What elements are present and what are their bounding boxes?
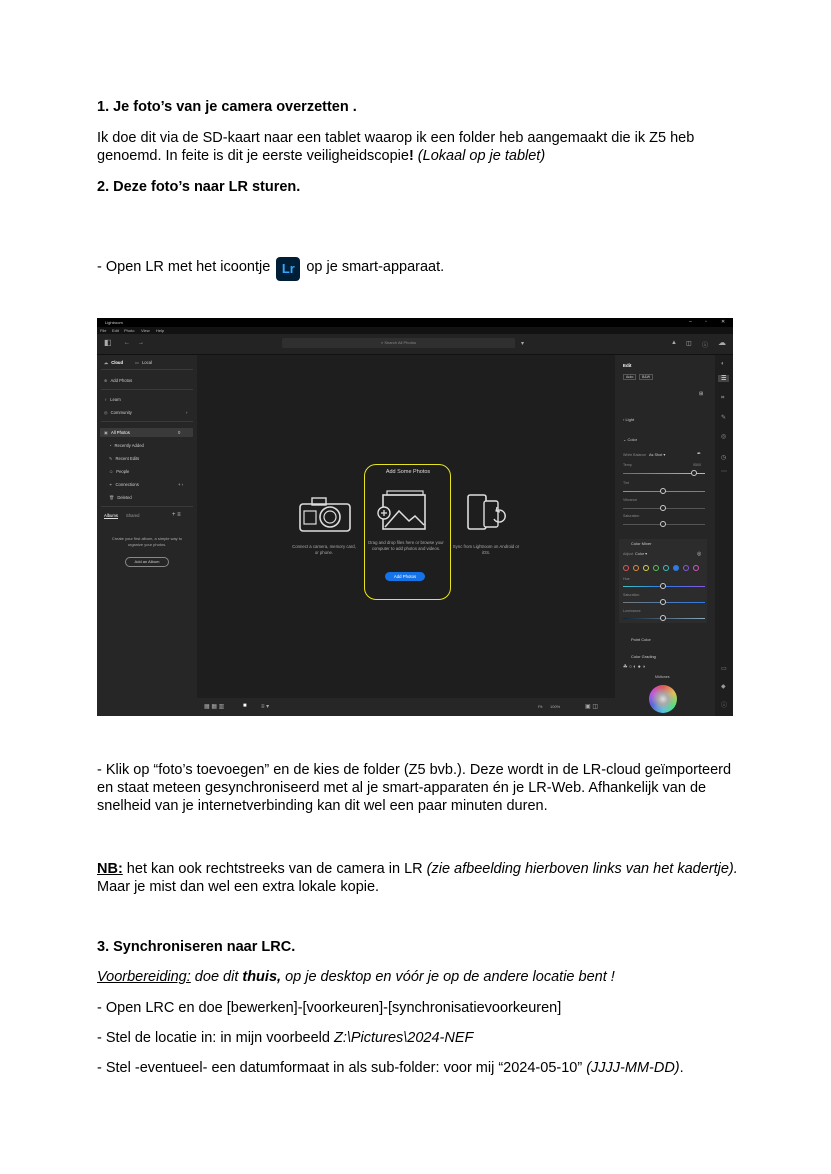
app-title: Lightroom (105, 320, 123, 325)
close-icon[interactable]: ✕ (721, 319, 726, 325)
heading-2: 2. Deze foto’s naar LR sturen. (97, 179, 301, 195)
tint-label: Tint (623, 481, 629, 485)
temp-value: 5500 (693, 463, 701, 467)
mixer-blue[interactable] (673, 565, 679, 571)
menu-bar (97, 327, 733, 334)
all-photos-item[interactable] (104, 430, 130, 435)
sync-caption: Sync from Lightroom on Android or iOS. (452, 544, 520, 555)
tab-cloud-label: Cloud (111, 360, 124, 365)
crop-icon[interactable]: ⌗ (721, 395, 725, 401)
add-album-button[interactable]: Add an Album (125, 557, 169, 567)
chevron-right-icon: › (186, 410, 188, 415)
search-placeholder: Search All Photos (384, 340, 416, 345)
adjust-label: Adjust (623, 552, 633, 556)
all-photos-count: 0 (178, 430, 181, 435)
all-photos-label: All Photos (110, 430, 130, 435)
vibrance-label: Vibrance (623, 498, 638, 502)
mixer-aqua[interactable] (663, 565, 669, 571)
tab-local-label: Local (141, 360, 152, 365)
point-color-section[interactable]: Point Color (631, 637, 651, 642)
luminance-label: Luminance (623, 609, 641, 613)
menu-edit[interactable]: Edit (112, 328, 119, 333)
recently-added-label: Recently Added (114, 443, 144, 448)
light-label: Light (625, 417, 635, 422)
menu-view[interactable]: View (141, 328, 150, 333)
saturation-label: Saturation (623, 514, 640, 518)
vibrance-knob[interactable] (660, 505, 666, 511)
auto-button[interactable]: Auto (623, 374, 636, 380)
camera-caption: Connect a camera, memory card, or phone. (292, 544, 356, 555)
plus-icon: ⊕ (104, 378, 108, 383)
fit-label[interactable]: Fit (538, 704, 543, 709)
white-balance-select[interactable]: As Shot ▾ (649, 453, 666, 457)
add-album-icon[interactable]: + ≡ (172, 512, 181, 518)
bottom-bar (197, 698, 615, 716)
bell-icon[interactable]: ▲ (671, 340, 677, 346)
nb-label: NB: (97, 861, 123, 877)
lightroom-icon: Lr (276, 257, 300, 281)
photos-stack-icon (377, 489, 429, 531)
voorbereiding-emphasis: thuis, (242, 969, 282, 985)
search-input[interactable] (282, 338, 515, 348)
phone-sync-icon (466, 493, 510, 533)
temp-knob[interactable] (691, 470, 697, 476)
hue-knob[interactable] (660, 583, 666, 589)
presets-icon[interactable]: ⊞ (699, 391, 704, 397)
target-icon[interactable]: ◎ (697, 551, 702, 557)
person-icon: ☺ (109, 469, 114, 474)
nb-note: (zie afbeelding hierboven links van het kadertje). (426, 861, 738, 877)
divider (101, 369, 193, 370)
edit-title: Edit (623, 363, 632, 368)
white-balance-value: As Shot (649, 453, 663, 457)
add-connection-icon[interactable]: + › (178, 482, 184, 487)
deleted-item[interactable] (109, 495, 132, 501)
paragraph-note: (Lokaal op je tablet) (413, 148, 546, 164)
link-icon: ⚭ (109, 482, 113, 487)
tab-albums[interactable]: Albums (104, 513, 118, 518)
drag-drop-caption: Drag and drop files here or browse your computer to add photos and videos. (368, 540, 444, 551)
learn-item[interactable] (104, 397, 121, 402)
right-rail (715, 355, 733, 716)
bullet-datumformaat (97, 1059, 747, 1077)
nb-text: het kan ook rechtstreeks van de camera in LR (122, 861, 427, 877)
camera-icon (298, 495, 352, 533)
color-wheel[interactable] (649, 685, 677, 713)
bullet-locatie (97, 1029, 747, 1047)
mixer-purple[interactable] (683, 565, 689, 571)
bullet-open-lrc: - Open LRC en doe [bewerken]-[voorkeuren]-[synchronisatievoorkeuren] (97, 1000, 562, 1016)
community-item[interactable] (104, 410, 132, 415)
white-balance-label: White Balance (623, 453, 647, 457)
lightroom-screenshot (97, 318, 733, 716)
connections-label: Connections (115, 482, 139, 487)
edit-panel (615, 355, 715, 716)
divider (101, 506, 193, 507)
datumformaat-end: . (679, 1060, 684, 1076)
mask-icon[interactable]: ◎ (721, 434, 727, 440)
eyedropper-icon[interactable]: ✒ (697, 451, 702, 457)
heading-3: 3. Synchroniseren naar LRC. (97, 939, 296, 955)
paragraph-sd-card (97, 129, 747, 165)
single-view-icon[interactable]: ■ (243, 703, 247, 709)
connections-item[interactable] (109, 482, 139, 487)
adjust-value: Color (635, 552, 645, 556)
comment-icon[interactable]: ▭ (721, 666, 727, 672)
left-panel (97, 355, 197, 716)
recently-added-item[interactable] (109, 443, 144, 448)
add-photos-button[interactable]: Add Photos (385, 572, 425, 581)
luminance-knob[interactable] (660, 615, 666, 621)
datumformaat-text: - Stel -eventueel- een datumformaat in als sub-folder: voor mij “2024-05-10” (97, 1060, 587, 1076)
saturation-knob[interactable] (660, 521, 666, 527)
cloud-tab-icon: ☁ (104, 360, 109, 365)
nb-text-end: Maar je mist dan wel een extra lokale kopie. (97, 879, 380, 895)
info-icon[interactable]: ⓘ (721, 703, 728, 709)
learn-label: Learn (110, 397, 121, 402)
menu-help[interactable]: Help (156, 328, 165, 333)
maximize-icon[interactable]: ▫ (705, 319, 707, 325)
paragraph-voorbereiding (97, 968, 747, 986)
color-label: Color (627, 437, 638, 442)
mixer-magenta[interactable] (693, 565, 699, 571)
people-label: People (116, 469, 130, 474)
locatie-text: - Stel de locatie in: in mijn voorbeeld (97, 1030, 334, 1046)
community-label: Community (110, 410, 132, 415)
trash-icon: 🗑 (109, 495, 115, 500)
mixer-saturation-knob[interactable] (660, 599, 666, 605)
zoom-value[interactable]: 100% (550, 704, 561, 709)
edit-icon: ✎ (109, 456, 113, 461)
grading-mode-icons[interactable]: ☘ ○ ◐ ● ◑ (623, 664, 646, 670)
presets-rail-icon[interactable]: ◐ (721, 361, 725, 367)
help-icon[interactable]: ⓘ (702, 343, 709, 349)
deleted-label: Deleted (117, 495, 132, 500)
mixer-red[interactable] (623, 565, 629, 571)
panel-toggle-icon[interactable]: ◧ (104, 338, 112, 347)
adjust-select[interactable]: Color ▾ (635, 552, 648, 556)
color-section[interactable]: ⌄ Color (623, 437, 638, 442)
mixer-yellow[interactable] (643, 565, 649, 571)
photos-icon: ▣ (104, 430, 108, 435)
menu-photo[interactable]: Photo (124, 328, 135, 333)
datumformaat-pattern: (JJJJ-MM-DD) (586, 1060, 680, 1076)
divider (101, 421, 193, 422)
healing-icon[interactable]: ✎ (721, 415, 727, 421)
heading-1: 1. Je foto’s van je camera overzetten . (97, 99, 357, 115)
title-bar (97, 318, 733, 327)
grid-view-icon[interactable]: ▦ ▦ ▥ (204, 704, 225, 710)
albums-hint: Create your first album, a simple way to organize your photos. (111, 536, 183, 547)
open-lr-text-end: op je smart-apparaat. (302, 259, 445, 275)
open-lr-line (97, 257, 747, 281)
tab-cloud[interactable] (104, 360, 123, 365)
voorbereiding-text-end: op je desktop en vóór je op de andere locatie bent ! (281, 969, 615, 985)
hue-label: Hue (623, 577, 630, 581)
paragraph-klik: - Klik op “foto’s toevoegen” en de kies de folder (Z5 bvb.). Deze wordt in de LR-cloud geïmporteerd en staat meteen gesynchroniseerd met al je smart-apparaten én je LR-Web. Afhankelijk van de snelheid van je internetverbinding kan dit wel een paar minuten duren. (97, 762, 732, 814)
add-photos-label: Add Photos (110, 378, 133, 383)
add-photos-item[interactable] (104, 378, 132, 383)
mixer-saturation-label: Saturation (623, 593, 640, 597)
divider (101, 389, 193, 390)
tint-knob[interactable] (660, 488, 666, 494)
more-icon[interactable]: ⋯ (721, 469, 727, 475)
light-section[interactable]: › Light (623, 417, 635, 422)
tab-shared[interactable]: Shared (126, 513, 140, 518)
recent-edits-label: Recent Edits (115, 456, 140, 461)
voorbereiding-text: doe dit (190, 969, 243, 985)
minimize-icon[interactable]: – (689, 319, 692, 325)
temp-label: Temp (623, 463, 632, 467)
locatie-path: Z:\Pictures\2024-NEF (333, 1030, 474, 1046)
paragraph-nb (97, 860, 747, 896)
cloud-icon[interactable]: ☁ (718, 338, 726, 347)
sort-icon[interactable]: ≡ ▾ (261, 704, 270, 710)
color-mixer-header[interactable]: Color Mixer (631, 541, 652, 546)
tag-icon[interactable]: ◆ (721, 684, 726, 690)
bulb-icon: ♀ (104, 397, 108, 402)
color-grading-section[interactable]: Color Grading (631, 654, 656, 659)
history-icon[interactable]: ◷ (721, 455, 727, 461)
clock-icon: ◔ (109, 443, 112, 448)
filter-icon[interactable]: ▾ (521, 341, 525, 347)
back-icon[interactable]: ← (124, 340, 130, 346)
paragraph-text: Ik doe dit via de SD-kaart naar een tablet waarop ik een folder heb aangemaakt die ik Z5 heb genoemd. In feite is dit je eerste veiligheidscopie (97, 130, 695, 164)
open-lr-text: - Open LR met het icoontje (97, 259, 275, 275)
voorbereiding-label: Voorbereiding: (97, 969, 191, 985)
bw-button[interactable]: B&W (639, 374, 653, 380)
people-item[interactable] (109, 469, 129, 474)
exclamation: ! (408, 148, 414, 164)
mixer-green[interactable] (653, 565, 659, 571)
compare-icon[interactable]: ▣ ◫ (585, 704, 599, 710)
community-icon: ◎ (104, 410, 108, 415)
mixer-orange[interactable] (633, 565, 639, 571)
menu-file[interactable]: File (100, 328, 107, 333)
recent-edits-item[interactable] (109, 456, 139, 461)
forward-icon[interactable]: → (138, 340, 144, 346)
midtones-label: Midtones (655, 675, 670, 679)
add-photos-box-title: Add Some Photos (385, 469, 431, 475)
share-icon[interactable]: ◫ (686, 341, 692, 347)
edit-sliders-icon[interactable]: ☰ (718, 375, 729, 382)
tab-local[interactable] (135, 360, 152, 365)
folder-icon: ▭ (135, 360, 139, 365)
search-icon: ⌕ (381, 340, 384, 345)
